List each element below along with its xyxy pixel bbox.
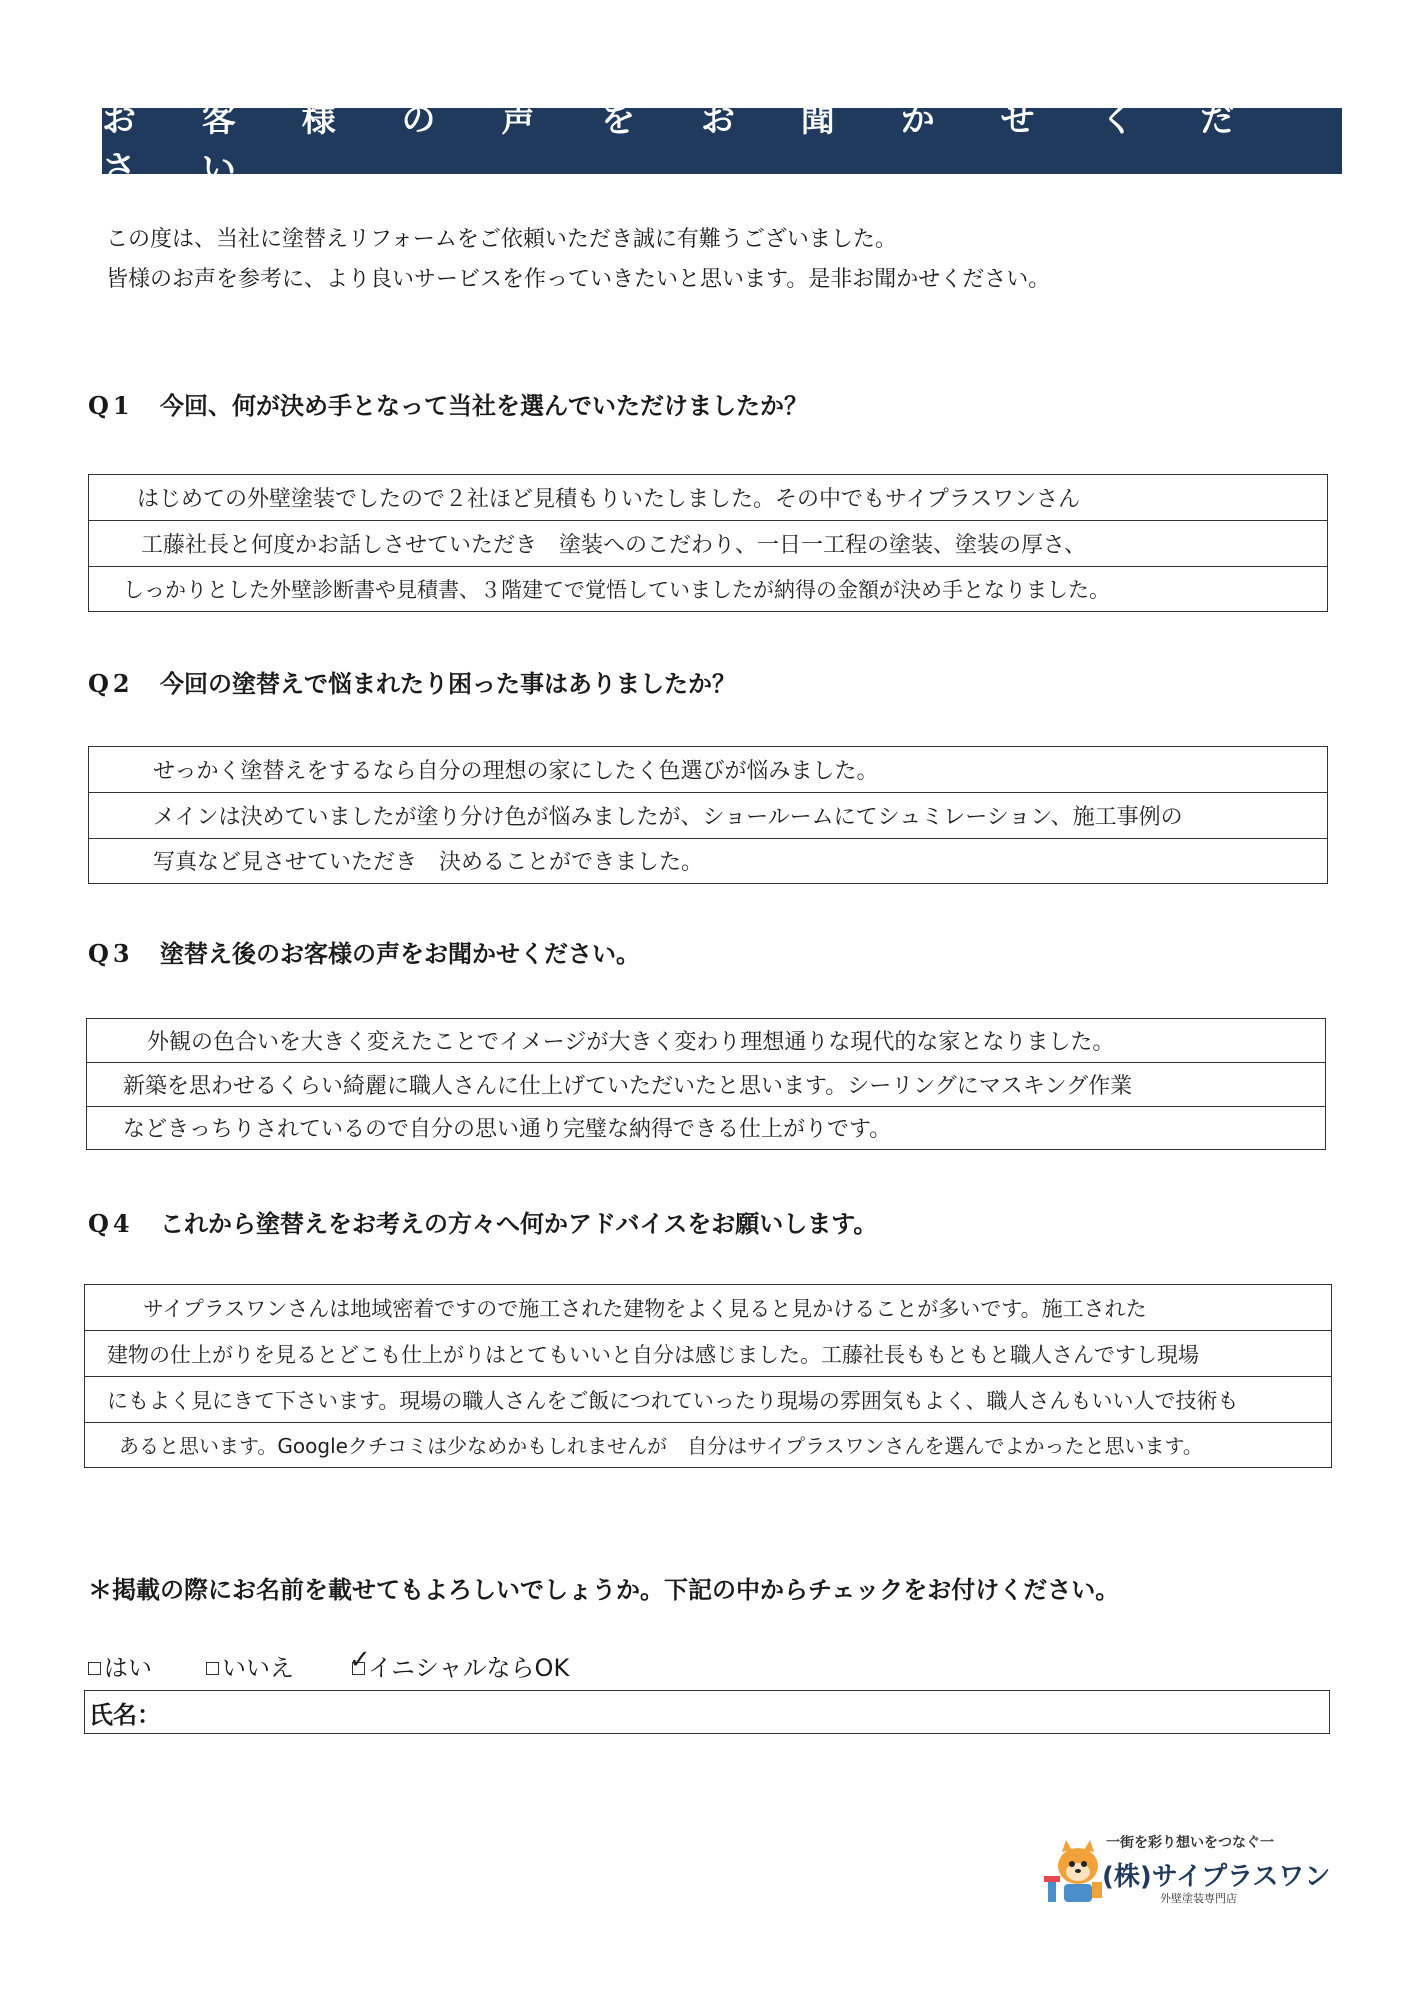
answer-line: メインは決めていましたが塗り分け色が悩みましたが、ショールームにてシュミレーション、施工事例の bbox=[89, 793, 1327, 839]
logo-company-name: (株)サイプラスワン bbox=[1102, 1862, 1331, 1892]
answer-box-3[interactable] bbox=[86, 1018, 1326, 1150]
answer-line: 建物の仕上がりを見るとどこも仕上がりはとてもいいと自分は感じました。工藤社長ももともと職人さんですし現場 bbox=[85, 1331, 1331, 1377]
answer-line: 外観の色合いを大きく変えたことでイメージが大きく変わり理想通りな現代的な家となりました。 bbox=[87, 1019, 1325, 1063]
answer-line: 工藤社長と何度かお話しさせていただき 塗装へのこだわり、一日一工程の塗装、塗装の厚さ、 bbox=[89, 521, 1327, 567]
name-label: 氏名： bbox=[89, 1700, 161, 1729]
page-title: お 客 様 の 声 を お 聞 か せ く だ さ い bbox=[102, 100, 1262, 189]
checkbox-initials-ok[interactable] bbox=[349, 1645, 371, 1675]
question-2 bbox=[88, 664, 736, 699]
option-yes[interactable] bbox=[88, 1648, 152, 1683]
publication-notice: ＊掲載の際にお名前を載せてもよろしいでしょうか。下記の中からチェックをお付けください。 bbox=[88, 1575, 1120, 1604]
answer-line: にもよく見にきて下さいます。現場の職人さんをご飯につれていったり現場の雰囲気もよく、職人さんもいい人で技術も bbox=[85, 1377, 1331, 1423]
company-logo bbox=[1042, 1832, 1331, 1912]
page-title-banner bbox=[102, 100, 1342, 189]
answer-line: などきっちりされているので自分の思い通り完璧な納得できる仕上がりです。 bbox=[123, 1117, 892, 1142]
check-mark-icon: ✓ bbox=[349, 1645, 371, 1675]
question-text: 今回、何が決め手となって当社を選んでいただけましたか？ bbox=[160, 391, 808, 420]
intro-text bbox=[106, 220, 1050, 300]
option-initials-ok[interactable] bbox=[349, 1645, 570, 1683]
logo-slogan: 一街を彩り想いをつなぐ一 bbox=[1106, 1835, 1274, 1851]
answer-box-4[interactable] bbox=[84, 1284, 1332, 1468]
answer-line: サイプラスワンさんは地域密着ですので施工された建物をよく見ると見かけることが多いです。施工された bbox=[85, 1285, 1331, 1331]
checkbox-yes[interactable] bbox=[88, 1662, 101, 1675]
question-3 bbox=[88, 934, 640, 969]
option-label: イニシャルならOK bbox=[368, 1654, 570, 1682]
answer-box-2[interactable] bbox=[88, 746, 1328, 884]
answer-line: しっかりとした外壁診断書や見積書、３階建てで覚悟していましたが納得の金額が決め手となりました。 bbox=[123, 577, 1110, 602]
question-text: 塗替え後のお客様の声をお聞かせください。 bbox=[160, 939, 640, 968]
question-text: これから塗替えをお考えの方々へ何かアドバイスをお願いします。 bbox=[160, 1209, 878, 1238]
logo-subtitle: 外壁塗装専門店 bbox=[1160, 1892, 1237, 1905]
answer-line: せっかく塗替えをするなら自分の理想の家にしたく色選びが悩みました。 bbox=[89, 747, 1327, 793]
question-number: Q1 bbox=[88, 391, 134, 420]
answer-line: あると思います。Googleクチコミは少なめかもしれませんが 自分はサイプラスワンさんを選んでよかったと思います。 bbox=[119, 1434, 1203, 1458]
option-no[interactable] bbox=[206, 1648, 294, 1683]
question-number: Q2 bbox=[88, 669, 134, 698]
option-label: はい bbox=[104, 1654, 152, 1682]
answer-line: 新築を思わせるくらい綺麗に職人さんに仕上げていただいたと思います。シーリングにマスキング作業 bbox=[87, 1063, 1325, 1107]
checkbox-no[interactable] bbox=[206, 1662, 219, 1675]
mascot-icon bbox=[1042, 1836, 1106, 1906]
question-number: Q3 bbox=[88, 939, 134, 968]
name-field[interactable] bbox=[84, 1690, 1330, 1734]
question-text: 今回の塗替えで悩まれたり困った事はありましたか？ bbox=[160, 669, 736, 698]
intro-line-2: 皆様のお声を参考に、より良いサービスを作っていきたいと思います。是非お聞かせください。 bbox=[106, 267, 1051, 292]
answer-box-1[interactable] bbox=[88, 474, 1328, 612]
question-4 bbox=[88, 1204, 877, 1239]
answer-line: はじめての外壁塗装でしたので２社ほど見積もりいたしました。その中でもサイプラスワンさん bbox=[89, 475, 1327, 521]
question-number: Q4 bbox=[88, 1209, 134, 1238]
question-1 bbox=[88, 386, 808, 421]
intro-line-1: この度は、当社に塗替えリフォームをご依頼いただき誠に有難うございました。 bbox=[106, 227, 897, 252]
answer-line: 写真など見させていただき 決めることができました。 bbox=[153, 850, 704, 875]
option-label: いいえ bbox=[222, 1654, 294, 1682]
publication-options bbox=[88, 1645, 623, 1683]
